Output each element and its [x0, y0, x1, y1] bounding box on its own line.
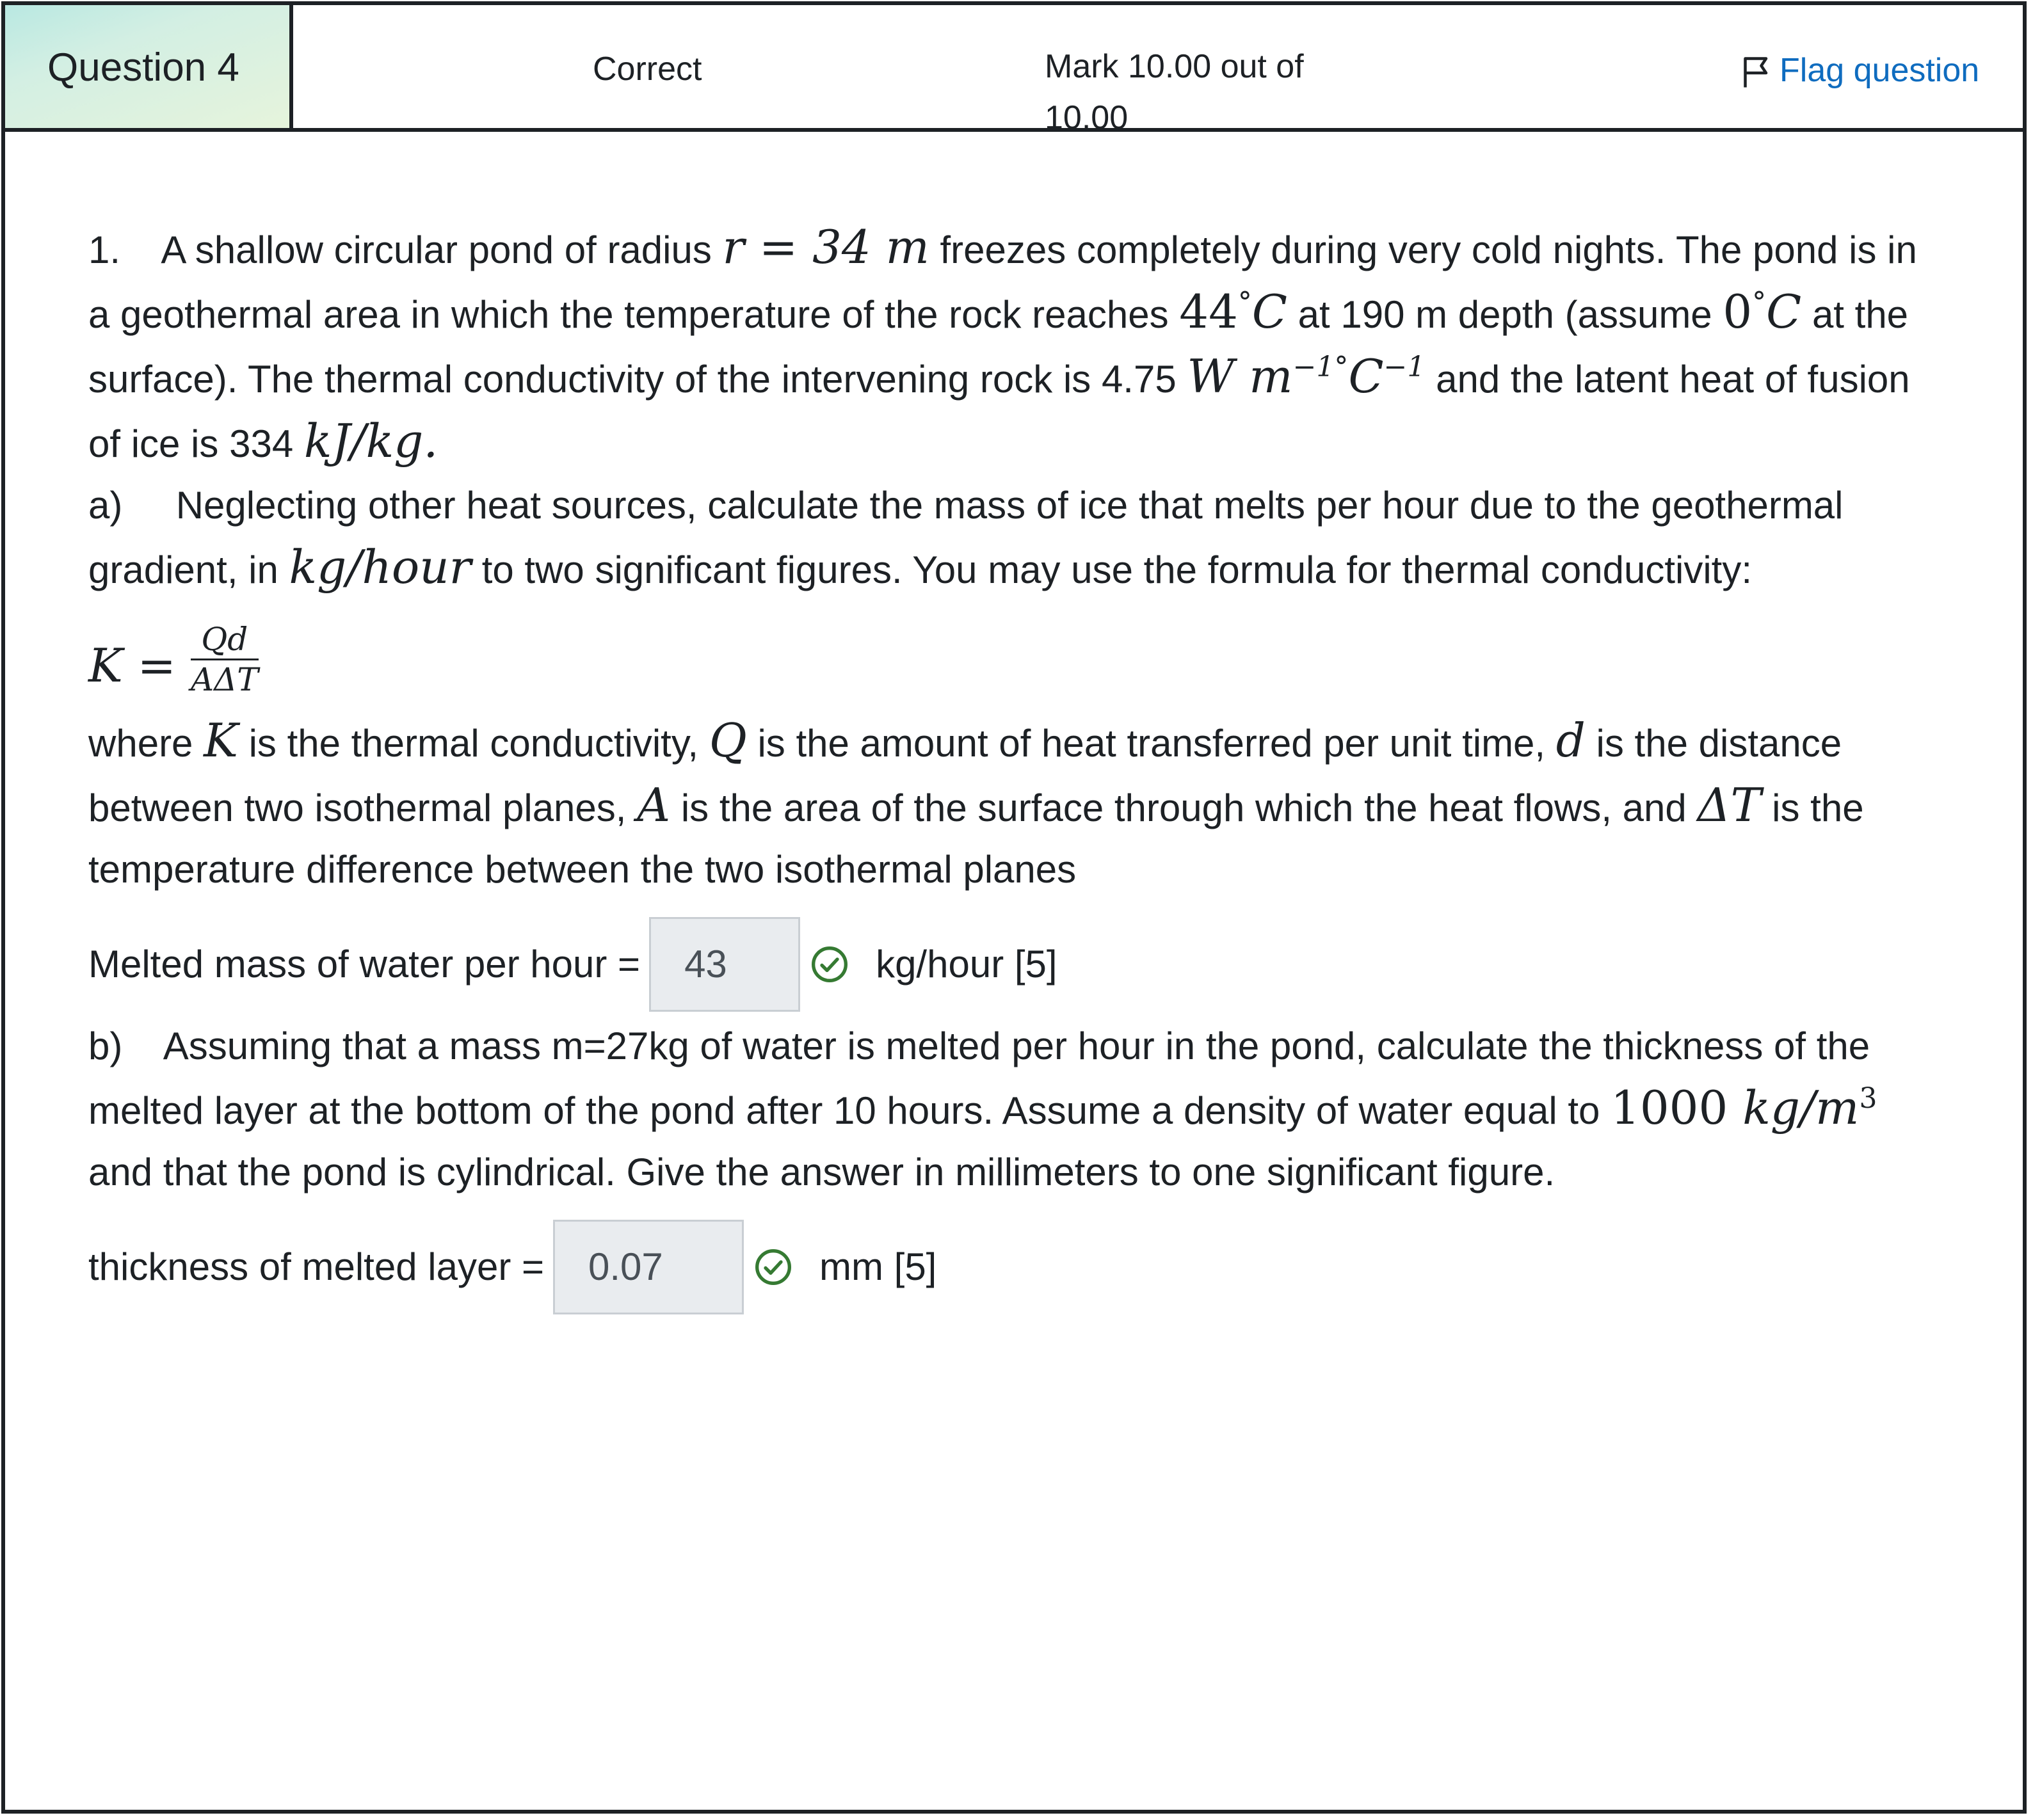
part-a-label: a) — [88, 484, 123, 527]
formula-numerator: Qd — [191, 620, 259, 660]
check-circle-icon — [809, 944, 850, 985]
rate-unit: kg/hour — [289, 540, 472, 594]
part-b-answer-label: thickness of melted layer = — [88, 1245, 545, 1288]
formula-fraction — [191, 620, 259, 699]
part-b-paragraph: b) Assuming that a mass m=27kg of water is melted per hour in the pond, calculate the thickness of the melted layer at the bottom of the pond after 10 hours. Assume a density of water equal to 1000 $kg/m^3$ and that the pond is cylindrical. Give the answer in millimeters to one significant figure. — [88, 1025, 1877, 1193]
part-b-label: b) — [88, 1025, 123, 1067]
part-a-answer-input[interactable]: 43 — [649, 917, 800, 1012]
question-card — [1, 1, 2027, 1814]
flag-question-label: Flag question — [1780, 52, 1980, 89]
part-b-answer-row — [88, 1216, 1945, 1318]
intro-paragraph: 1. A shallow circular pond of radius r = 34 m freezes completely during very cold nights. The pond is in a geothermal area in which the temperature of the rock reaches 44°C at 190 m depth (assume 0°C at the surface). The thermal conductivity of the intervening rock is 4.75 W $m^{-1^\circ}C^{-1}$ and the latent heat of fusion of ice is 334 kJ/kg. — [88, 220, 1917, 468]
part-b-answer-input[interactable]: 0.07 — [553, 1220, 744, 1314]
question-number-box — [5, 5, 293, 128]
water-density: 1000 $kg/m^3$ — [1611, 1081, 1877, 1135]
part-a-paragraph: a) Neglecting other heat sources, calculate the mass of ice that melts per hour due to the geothermal gradient, in kg/hour to two significant figures. You may use the formula for thermal conductivity: — [88, 484, 1844, 594]
question-text — [88, 216, 1945, 1318]
check-circle-icon — [753, 1247, 794, 1288]
conductivity-formula: K = Qd AΔT — [88, 621, 259, 698]
question-header — [5, 5, 2023, 136]
question-state: Correct — [593, 51, 702, 88]
rock-temperature: 44°C — [1179, 285, 1287, 339]
formula-denominator: AΔT — [191, 661, 259, 698]
part-a-answer-row — [88, 913, 1945, 1016]
latent-heat-unit: kJ/kg. — [303, 414, 438, 468]
conductivity-unit: W $m^{-1^\circ}C^{-1}$ — [1187, 349, 1426, 403]
intro-number: 1. — [88, 228, 121, 271]
radius-expression: r = 34 m — [722, 220, 929, 274]
part-a-answer-label: Melted mass of water per hour = — [88, 943, 641, 986]
question-grade: Mark 10.00 out of 10.00 — [1045, 48, 1304, 136]
surface-temperature: 0°C — [1723, 285, 1802, 339]
part-b-answer-suffix: mm [5] — [819, 1245, 937, 1288]
part-a-answer-suffix: kg/hour [5] — [876, 943, 1057, 986]
variable-definitions: where K is the thermal conductivity, Q is the amount of heat transferred per unit time, d is the distance between two isothermal planes, A is the area of the surface through which the heat flows, and ΔT is the temperature difference between the two isothermal planes — [88, 714, 1864, 891]
flag-question-link[interactable] — [1737, 49, 1979, 92]
flag-icon — [1737, 54, 1776, 92]
question-number: Question 4 — [47, 45, 239, 90]
